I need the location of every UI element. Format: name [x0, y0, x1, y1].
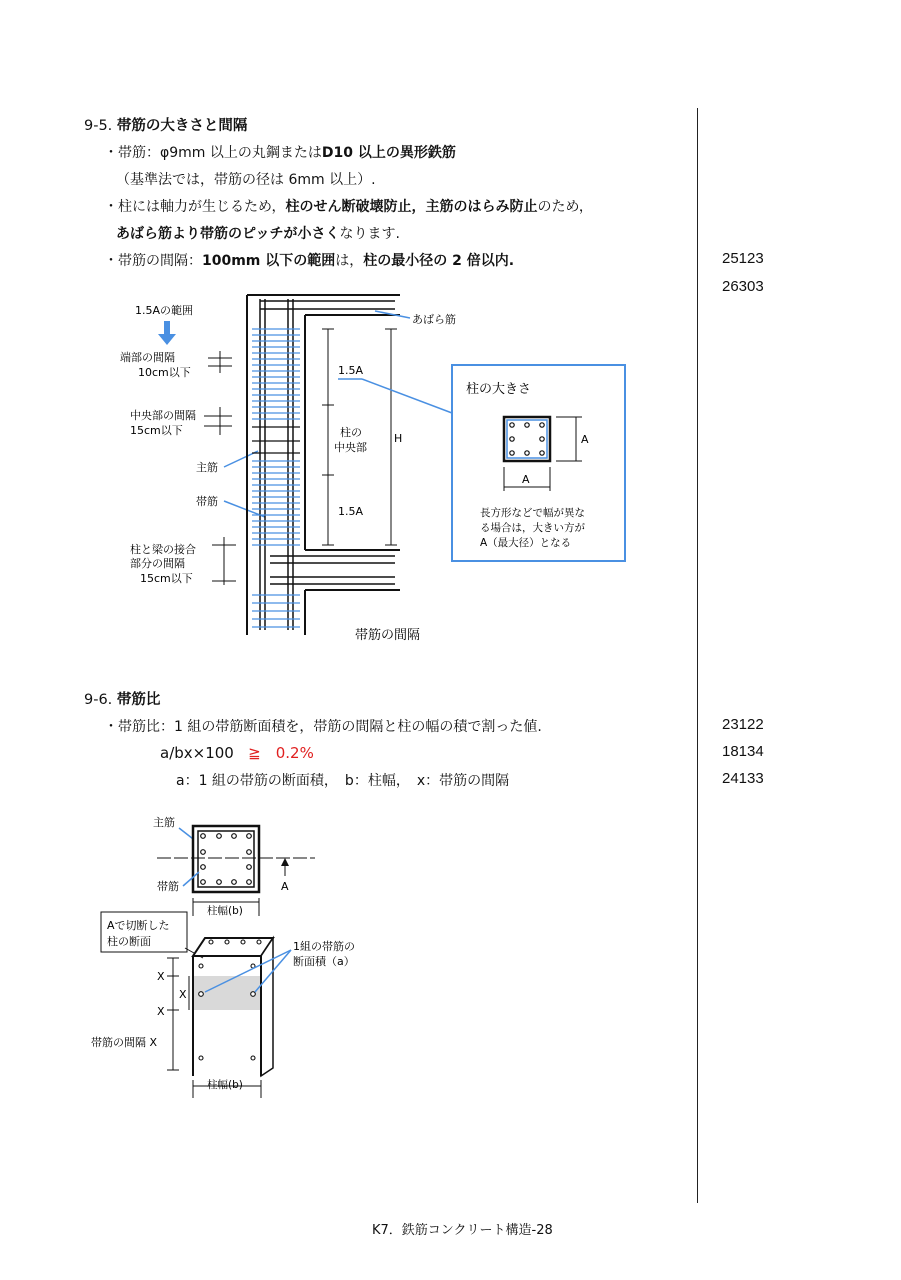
- question-code: 23122: [722, 716, 764, 733]
- hoop-label: 帯筋: [157, 880, 179, 893]
- section-9-6-heading: [84, 688, 160, 709]
- end-spacing-label: 端部の間隔: [120, 351, 175, 364]
- center-label: 柱の: [340, 426, 362, 439]
- bullet-axial-force: ・柱には軸力が生じるため，柱のせん断破壊防止，主筋のはらみ防止のため，: [104, 199, 593, 215]
- hoop-spacing-label: 帯筋の間隔 X: [91, 1036, 158, 1049]
- bullet-hoop-note: （基準法では，帯筋の径は 6mm 以上）.: [116, 172, 376, 188]
- hoop-ratio-formula: a/bx×100 ≧ 0.2%: [160, 744, 314, 762]
- page-footer: K7．鉄筋コンクリート構造-28: [372, 1223, 553, 1238]
- inset-title: 柱の大きさ: [466, 382, 532, 397]
- mid-spacing-value: 15cm以下: [130, 424, 183, 437]
- spacing-x-label: X: [179, 988, 187, 1001]
- joint-spacing-label-2: 部分の間隔: [130, 557, 185, 570]
- main-bar-label: 主筋: [196, 461, 218, 474]
- formula-threshold: ≧ 0.2%: [248, 744, 314, 762]
- hoop-ratio-figure: [85, 808, 385, 1108]
- end-spacing-value: 10cm以下: [138, 366, 191, 379]
- bullet-hoop-spacing: ・帯筋の間隔：100mm 以下の範囲は，柱の最小径の 2 倍以内.: [104, 253, 515, 269]
- formula-legend: a：1 組の帯筋の断面積， b：柱幅， x：帯筋の間隔: [176, 773, 510, 789]
- height-label: H: [394, 432, 403, 445]
- margin-rule: [697, 108, 698, 1203]
- down-arrow-icon: [158, 321, 176, 345]
- cut-line-label: A: [281, 880, 289, 893]
- hoop-area-label: 断面積（a）: [293, 955, 355, 968]
- section-title: 帯筋の大きさと間隔: [116, 118, 248, 134]
- section-number: 9-5.: [84, 118, 113, 134]
- center-label-2: 中央部: [334, 441, 367, 454]
- question-code: 25123: [722, 250, 764, 267]
- range-label: 1.5Aの範囲: [135, 304, 194, 317]
- column-width-label: 柱幅(b): [207, 905, 243, 917]
- bullet-hoop-size: ・帯筋：φ9mm 以上の丸鋼またはD10 以上の異形鉄筋: [104, 145, 456, 161]
- bullet-hoop-ratio: ・帯筋比：1 組の帯筋断面積を，帯筋の間隔と柱の幅の積で割った値.: [104, 719, 542, 735]
- main-bar-label: 主筋: [153, 816, 175, 829]
- joint-spacing-label: 柱と梁の接合: [130, 543, 196, 556]
- inset-note: 長方形などで幅が異な: [480, 507, 585, 519]
- question-code: 26303: [722, 278, 764, 295]
- column-width-label: 柱幅(b): [207, 1079, 243, 1091]
- spacing-x-label: X: [157, 1005, 165, 1018]
- question-code: 24133: [722, 770, 764, 787]
- bottom-range-label: 1.5A: [338, 505, 364, 518]
- cut-section-label: 柱の断面: [107, 935, 151, 948]
- section-title: 帯筋比: [116, 692, 161, 708]
- inset-note: A（最大径）となる: [480, 537, 572, 549]
- inset-dimension-a: A: [522, 473, 530, 486]
- mid-spacing-label: 中央部の間隔: [130, 409, 196, 422]
- section-number: 9-6.: [84, 692, 113, 708]
- hoop-area-label: 1組の帯筋の: [293, 940, 355, 953]
- top-range-label: 1.5A: [338, 364, 364, 377]
- figure-caption: 帯筋の間隔: [355, 628, 421, 643]
- bullet-axial-force-line2: あばら筋より帯筋のピッチが小さくなります.: [116, 226, 400, 242]
- question-code: 18134: [722, 743, 764, 760]
- inset-dimension-a: A: [581, 433, 589, 446]
- hoop-spacing-figure: [100, 285, 645, 650]
- hoop-label: 帯筋: [196, 495, 218, 508]
- joint-spacing-value: 15cm以下: [140, 572, 193, 585]
- inset-note: る場合は，大きい方が: [480, 522, 585, 534]
- section-9-5-heading: [84, 114, 247, 135]
- stirrup-label: あばら筋: [412, 313, 456, 326]
- spacing-x-label: X: [157, 970, 165, 983]
- cut-section-label: Aで切断した: [107, 919, 170, 932]
